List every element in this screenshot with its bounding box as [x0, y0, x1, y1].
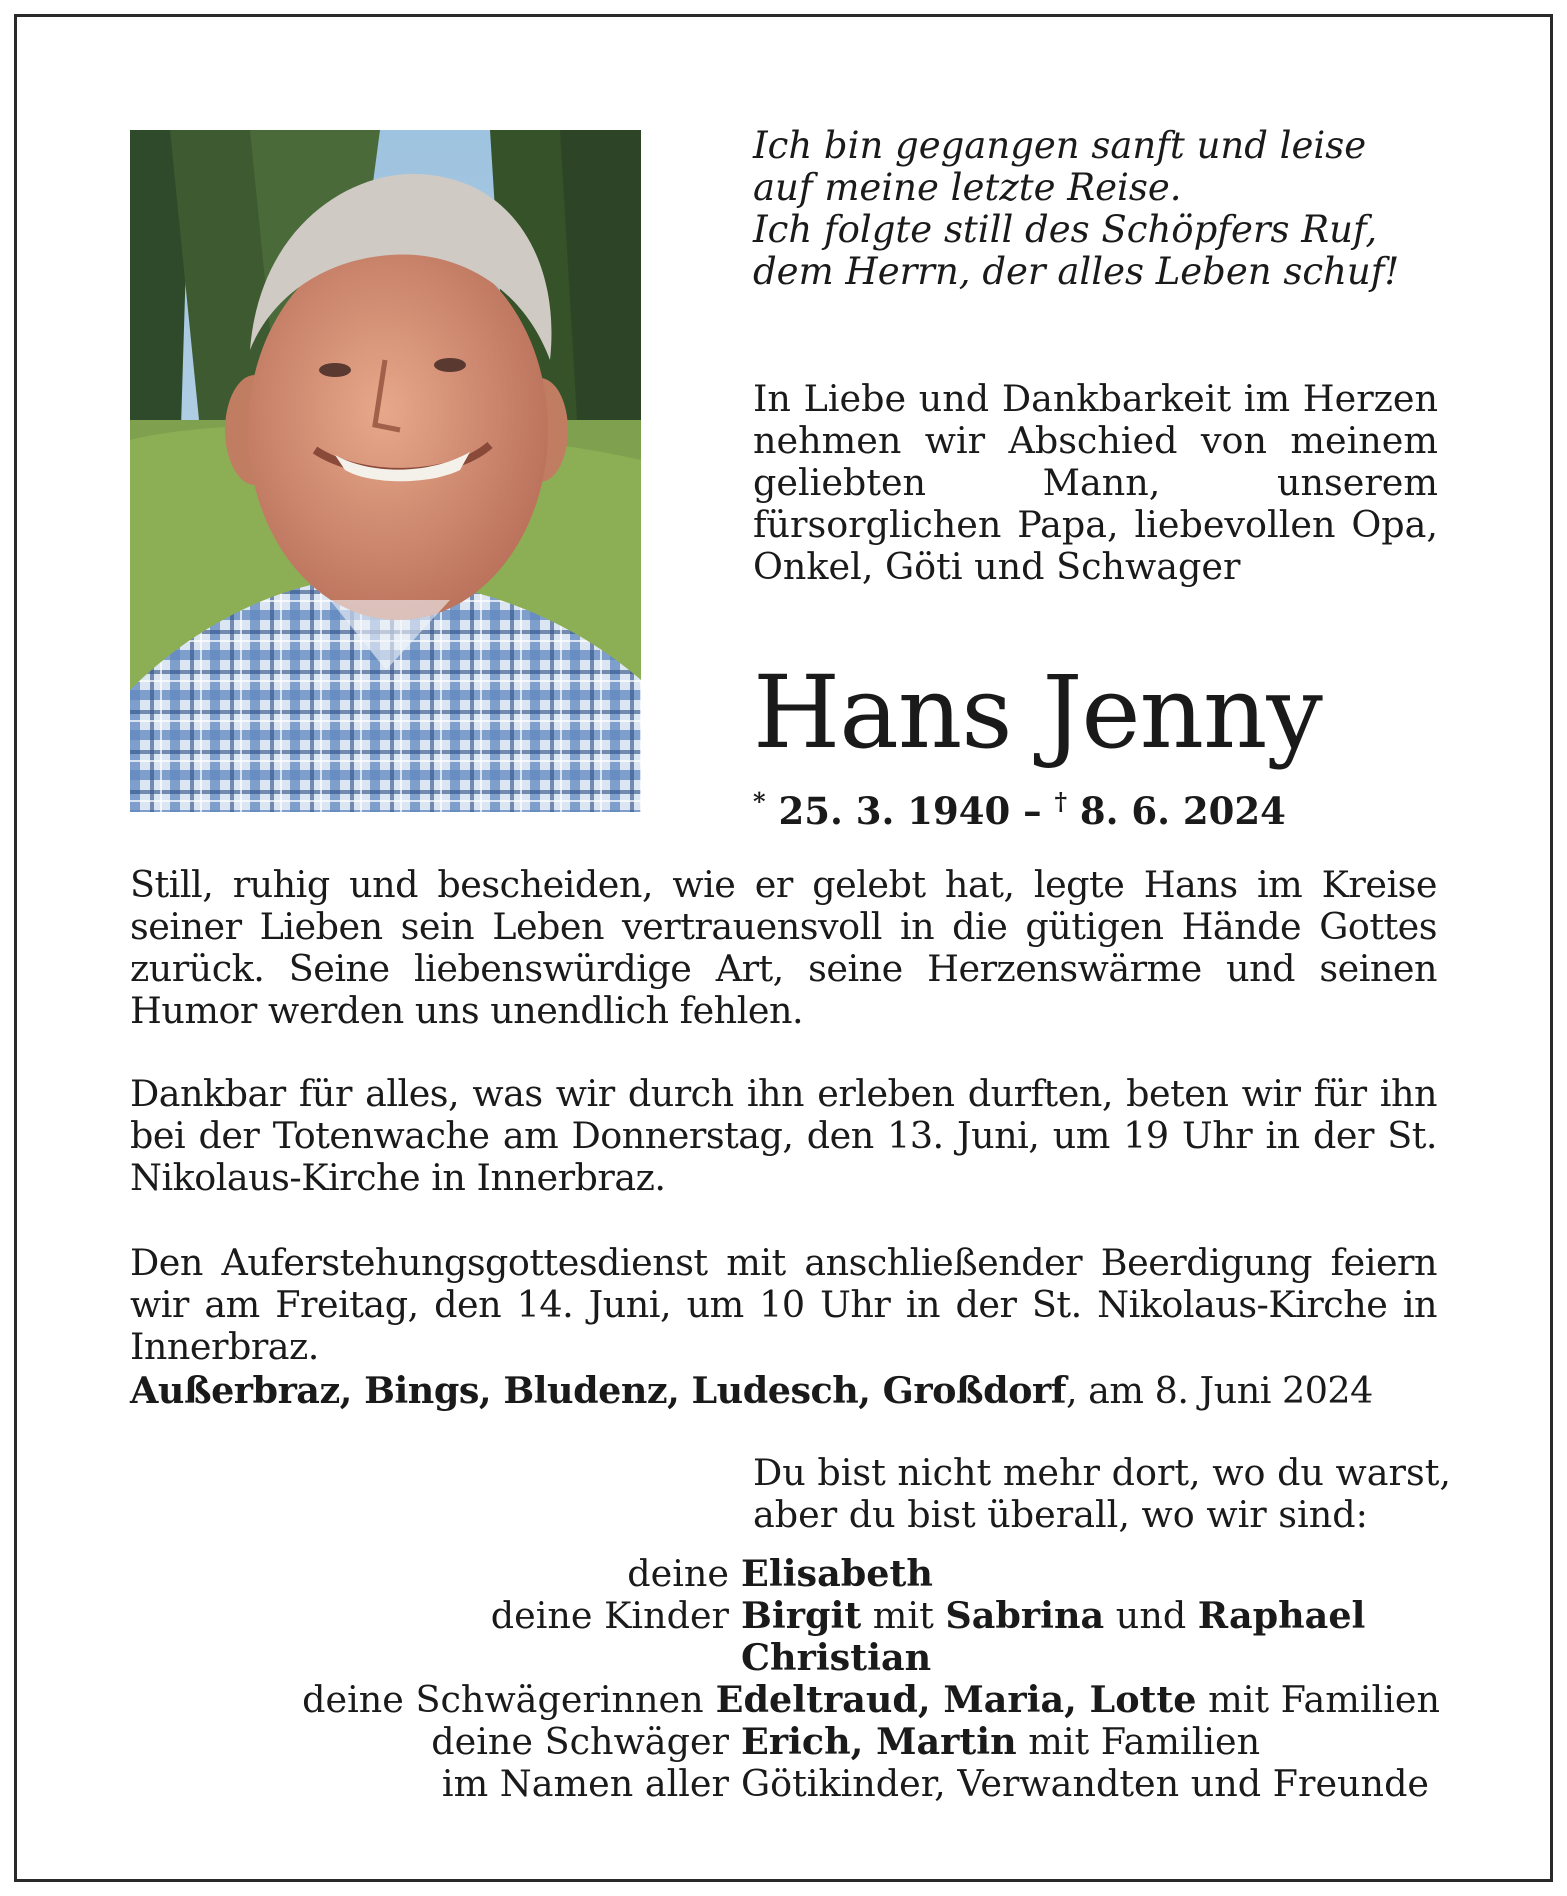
- brothers-in-law-names: Erich, Martin: [741, 1720, 1017, 1763]
- all-relatives: Götikinder, Verwandten und Freunde: [741, 1762, 1430, 1805]
- birth-date: 25. 3. 1940: [778, 789, 1011, 833]
- deceased-name: Hans Jenny: [753, 654, 1322, 771]
- sisters-in-law-names: Edeltraud, Maria, Lotte: [715, 1678, 1197, 1721]
- relation-label: deine Kinder: [490, 1594, 729, 1637]
- paragraph-wake: Dankbar für alles, was wir durch ihn erleben durften, beten wir für ihn bei der Totenwache am Donnerstag, den 13. Juni, um 19 Uhr in der St. Nikolaus-Kirche in Innerbraz.: [130, 1072, 1437, 1199]
- wife-name: Elisabeth: [741, 1552, 933, 1595]
- connector: mit: [861, 1594, 946, 1637]
- family-row-all: [130, 1763, 1440, 1805]
- poem-line: auf meine letzte Reise.: [753, 166, 1182, 209]
- death-symbol: †: [1054, 787, 1068, 816]
- death-date: 8. 6. 2024: [1079, 789, 1286, 833]
- family-row-wife: [130, 1553, 1440, 1595]
- family-row-children: [130, 1595, 1440, 1637]
- family-list: [130, 1553, 1440, 1805]
- paragraph-remembrance: Still, ruhig und bescheiden, wie er gelebt hat, legte Hans im Kreise seiner Lieben sein Leben vertrauensvoll in die gütigen Hände Gottes zurück. Seine liebenswürdige Art, seine Herzenswärme und seinen Humor werden uns unendlich fehlen.: [130, 863, 1437, 1032]
- grandchild-name: Sabrina: [945, 1594, 1105, 1637]
- date-separator: –: [1010, 789, 1055, 833]
- date: , am 8. Juni 2024: [1065, 1369, 1373, 1412]
- suffix: mit Familien: [1016, 1720, 1261, 1763]
- family-row-sisters-in-law: [130, 1679, 1440, 1721]
- closing-line: Du bist nicht mehr dort, wo du warst,: [753, 1451, 1451, 1494]
- connector: und: [1104, 1594, 1198, 1637]
- closing-verse: [753, 1451, 1451, 1536]
- child-name: Christian: [741, 1636, 932, 1679]
- suffix: mit Familien: [1196, 1678, 1440, 1721]
- paragraph-funeral: Den Auferstehungsgottesdienst mit anschließender Beerdigung feiern wir am Freitag, den 14. Juni, um 10 Uhr in der St. Nikolaus-Kirche in Innerbraz.: [130, 1241, 1437, 1368]
- life-dates: [753, 780, 1438, 833]
- relation-label: im Namen aller: [441, 1762, 729, 1805]
- poem-line: Ich bin gegangen sanft und leise: [753, 124, 1367, 167]
- place-date-line: [130, 1370, 1437, 1412]
- relation-label: deine Schwägerinnen: [302, 1678, 704, 1721]
- portrait-photo-icon: [130, 130, 641, 812]
- intro-text: In Liebe und Dankbarkeit im Herzen nehmen wir Abschied von meinem geliebten Mann, unserem fürsorglichen Papa, liebevollen Opa, Onkel, Göti und Schwager: [753, 377, 1438, 588]
- poem-line: Ich folgte still des Schöpfers Ruf,: [753, 208, 1378, 251]
- grandchild-name: Raphael: [1197, 1594, 1366, 1637]
- places: Außerbraz, Bings, Bludenz, Ludesch, Großdorf: [130, 1369, 1066, 1412]
- poem: [753, 125, 1438, 293]
- family-row-brothers-in-law: [130, 1721, 1440, 1763]
- poem-line: dem Herrn, der alles Leben schuf!: [753, 250, 1400, 293]
- portrait-photo: [130, 130, 641, 812]
- closing-line: aber du bist überall, wo wir sind:: [753, 1493, 1368, 1536]
- relation-label: deine: [627, 1552, 729, 1595]
- family-row-children-2: [130, 1637, 1440, 1679]
- birth-symbol: *: [753, 787, 766, 816]
- relation-label: deine Schwäger: [431, 1720, 729, 1763]
- child-name: Birgit: [741, 1594, 862, 1637]
